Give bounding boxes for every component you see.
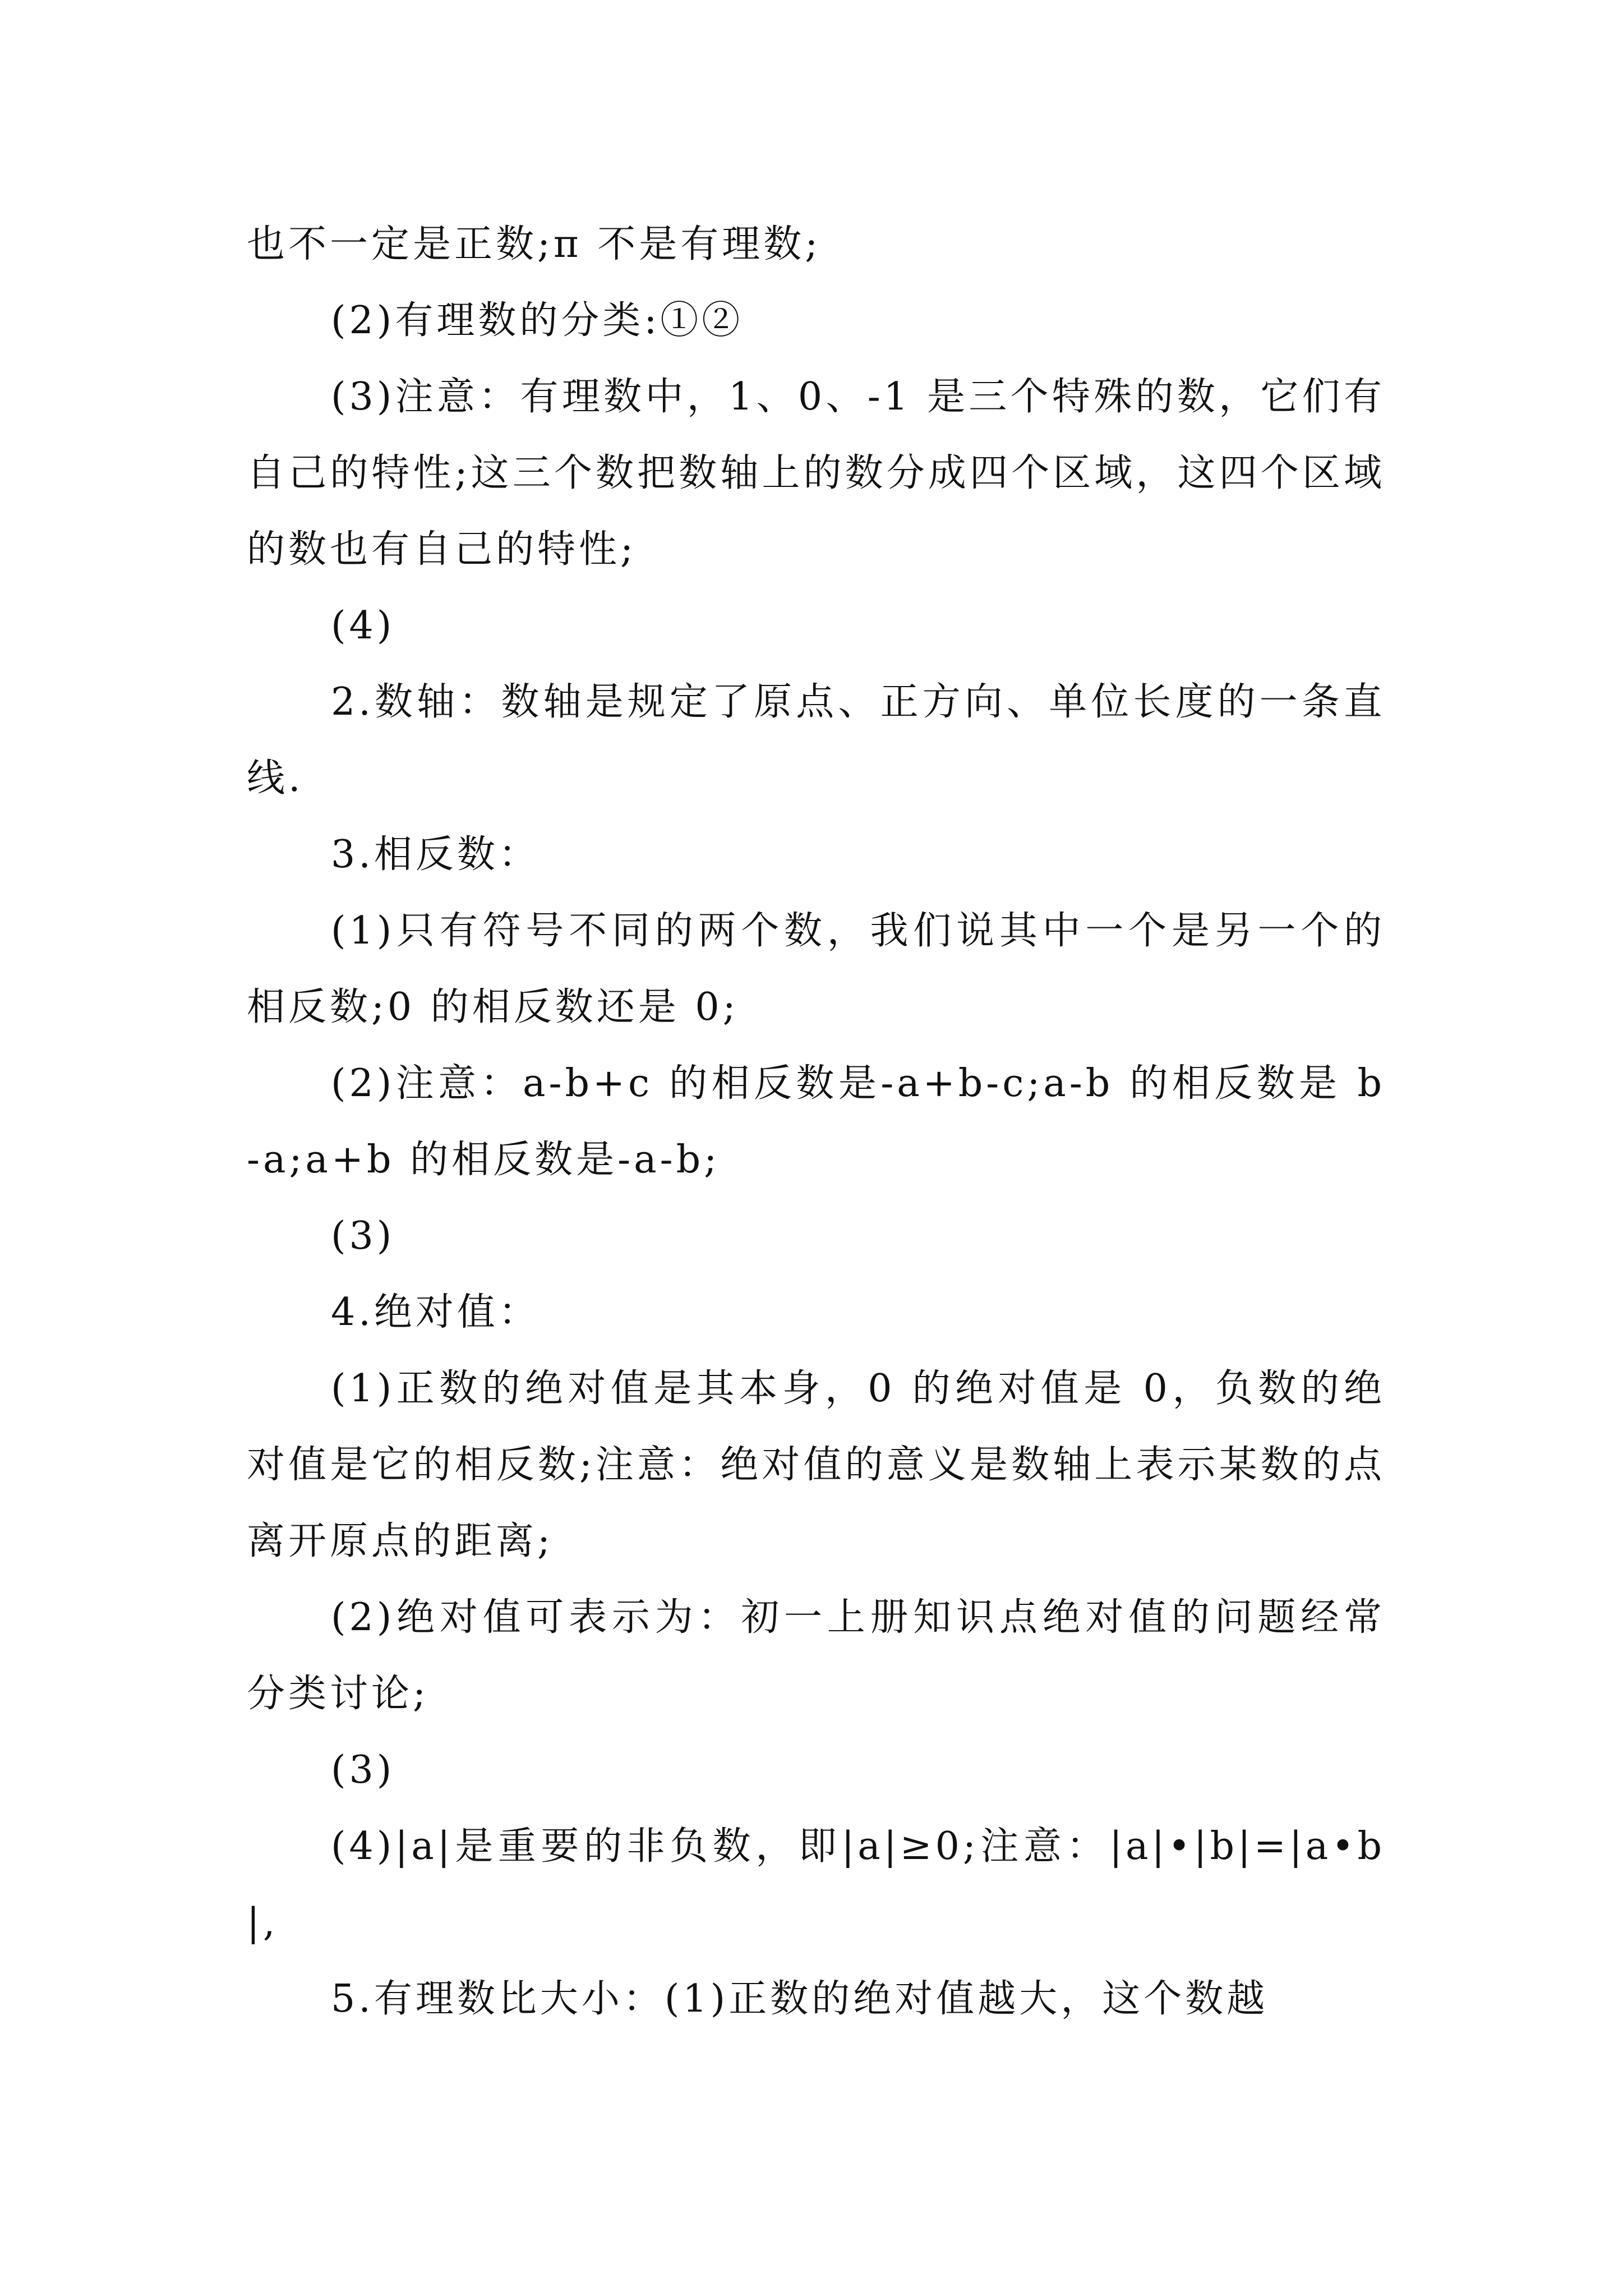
paragraph-9: (3) [331,1214,395,1258]
paragraph-1: 也不一定是正数;π 不是有理数; [247,222,822,266]
paragraph-2: (2)有理数的分类:①② [331,298,744,343]
paragraph-11: (1)正数的绝对值是其本身，0 的绝对值是 0，负数的绝对值是它的相反数;注意：绝对值的意义是数轴上表示某数的点离开原点的距离; [247,1366,1385,1563]
paragraph-6: 3.相反数： [331,832,540,877]
paragraph-15: 5.有理数比大小：(1)正数的绝对值越大，这个数越 [331,1977,1269,2021]
paragraph-10: 4.绝对值： [331,1290,540,1335]
paragraph-14: (4)|a|是重要的非负数，即|a|≥0;注意：|a|•|b|=|a•b|, [247,1824,1385,1945]
paragraph-5: 2.数轴：数轴是规定了原点、正方向、单位长度的一条直线. [247,680,1385,800]
paragraph-4: (4) [331,604,395,648]
paragraph-13: (3) [331,1748,395,1792]
paragraph-3: (3)注意：有理数中，1、0、-1 是三个特殊的数，它们有自己的特性;这三个数把数轴上的数分成四个区域，这四个区域的数也有自己的特性; [247,375,1385,572]
paragraph-8: (2)注意：a-b+c 的相反数是-a+b-c;a-b 的相反数是 b-a;a+b 的相反数是-a-b; [247,1061,1385,1182]
paragraph-12: (2)绝对值可表示为：初一上册知识点绝对值的问题经常分类讨论; [247,1595,1385,1716]
document-body [247,206,1385,2037]
paragraph-7: (1)只有符号不同的两个数，我们说其中一个是另一个的相反数;0 的相反数还是 0; [247,909,1385,1029]
